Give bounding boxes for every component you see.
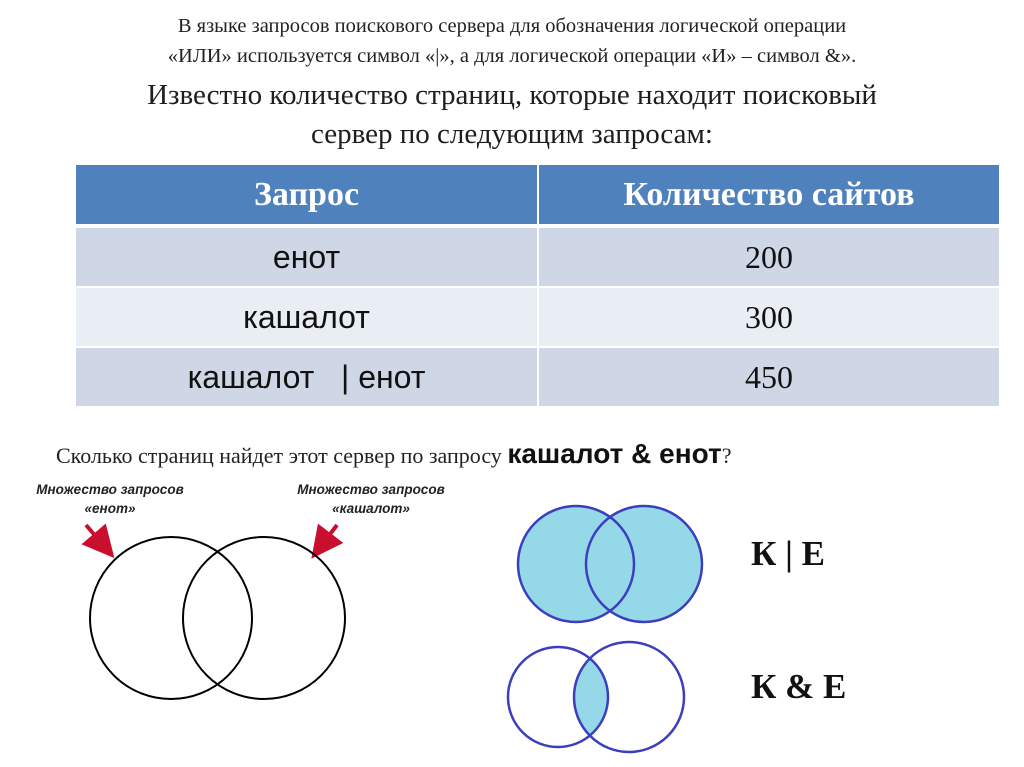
arrow-kashalot-icon: [321, 525, 337, 546]
venn-circle-enot: [90, 537, 252, 699]
cell-count: 200: [538, 226, 999, 287]
set-label-kashalot-line1: Множество запросов: [297, 482, 445, 497]
intro-line-1: В языке запросов поискового сервера для обозначения логической операции: [177, 15, 847, 37]
cell-count: 300: [538, 287, 999, 347]
and-label: К & Е: [751, 667, 847, 706]
intro-line-2: «ИЛИ» используется символ «|», а для логической операции «И» – символ &».: [167, 45, 857, 67]
or-label: К | Е: [751, 534, 825, 573]
question-query: кашалот & енот: [507, 438, 722, 469]
venn-circle-kashalot: [183, 537, 345, 699]
question-body: Сколько страниц найдет этот сервер по запросу: [56, 443, 502, 468]
question-mark: ?: [721, 443, 732, 468]
cell-query: енот: [76, 226, 538, 287]
cell-query: кашалот | енот: [76, 347, 538, 407]
header-count: Количество сайтов: [538, 165, 999, 226]
set-label-enot-line1: Множество запросов: [36, 482, 184, 497]
set-label-enot-line2: «енот»: [84, 501, 136, 516]
heading-line-1: Известно количество страниц, которые находит поисковый: [147, 79, 877, 111]
arrow-enot-icon: [86, 525, 104, 546]
set-label-kashalot-line2: «кашалот»: [332, 501, 410, 516]
header-query: Запрос: [76, 165, 538, 226]
cell-count: 450: [538, 347, 999, 407]
cell-query: кашалот: [76, 287, 538, 347]
heading-line-2: сервер по следующим запросам:: [311, 118, 713, 150]
